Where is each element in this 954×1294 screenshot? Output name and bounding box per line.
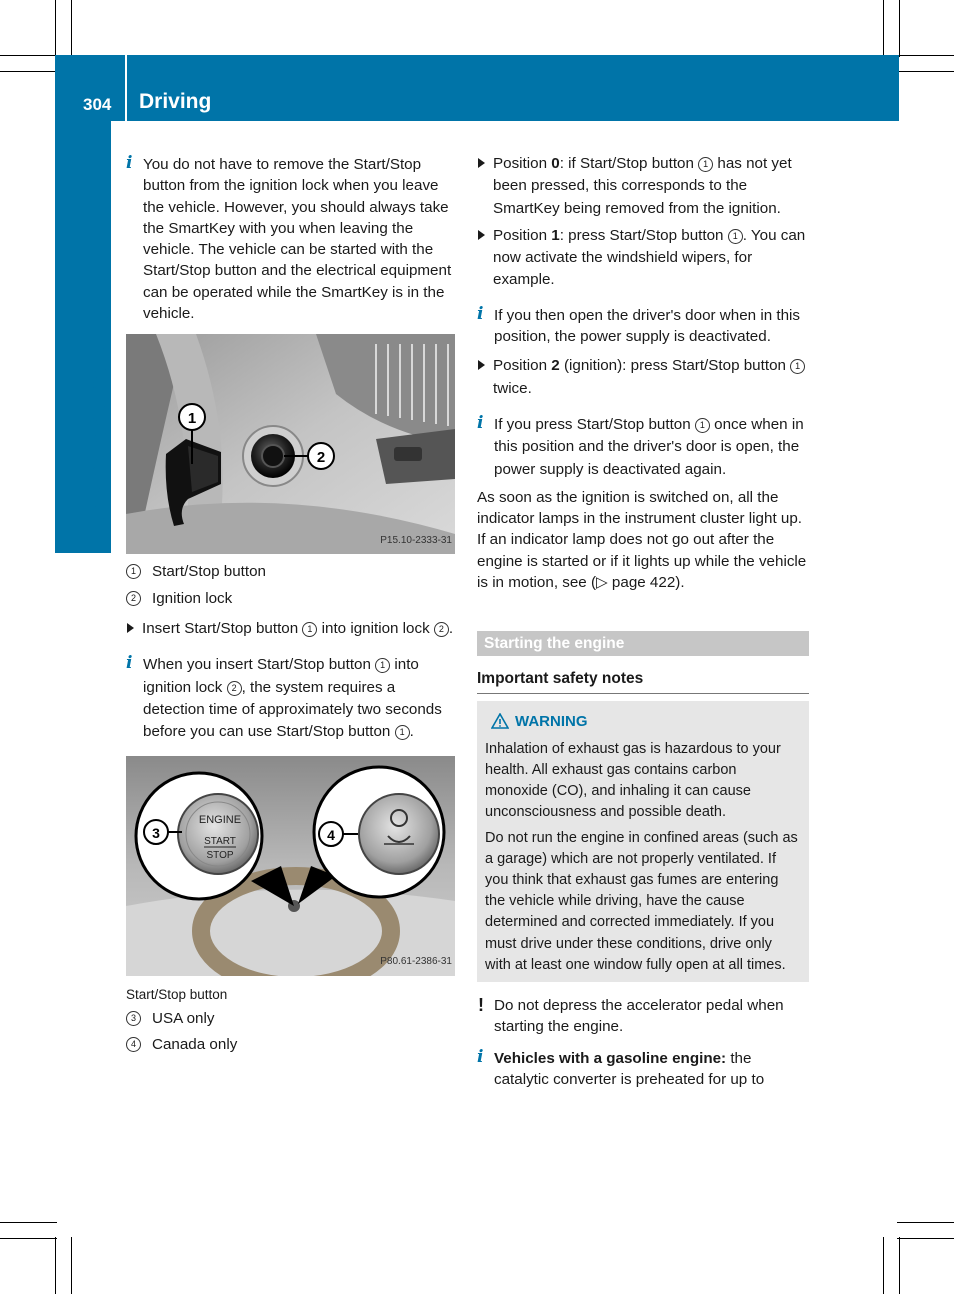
page-reference-link[interactable]: ▷ page 422 [596, 574, 676, 592]
legend-list [126, 1008, 458, 1056]
stop-label: STOP [206, 849, 234, 861]
legend-list [126, 561, 458, 609]
warning-triangle-icon [491, 713, 509, 735]
info-note: i If you press Start/Stop button 1 once when in this position and the driver's door is open, the power supply is deactivated again. [477, 412, 804, 478]
legend-item: 1 Start/Stop button [126, 561, 458, 582]
ignition-lock-image [126, 334, 455, 554]
crop-mark [899, 0, 900, 57]
right-column [477, 153, 809, 1090]
crop-mark [897, 55, 954, 56]
section-heading: Starting the engine [477, 631, 809, 656]
image-caption: Start/Stop button [126, 986, 228, 1002]
start-label: START [204, 835, 236, 847]
warning-text: Do not run the engine in confined areas (such as a garage) which are not properly ventilated. If you think that exhaust gas fumes are entering the vehicle while driving, have the cause determined and corrected immediately. If you must drive under these conditions, drive only with at least one window fully open at all times. [485, 829, 798, 973]
crop-mark [897, 1222, 954, 1223]
image-code: P80.61-2386-31 [380, 956, 452, 968]
start-stop-illustration [126, 756, 455, 976]
subsection-heading: Important safety notes [477, 668, 809, 693]
callout-2: 2 [316, 449, 326, 467]
info-note: i If you then open the driver's door when in this position, the power supply is deactivated. [477, 303, 800, 346]
crop-mark [71, 1237, 72, 1294]
crop-mark [55, 0, 56, 57]
instruction-step: Position 2 (ignition): press Start/Stop button 1 twice. [477, 355, 809, 400]
arrow-icon [478, 230, 485, 240]
start-stop-button-image [126, 756, 455, 976]
arrow-icon [127, 623, 134, 633]
info-icon: i [126, 153, 133, 173]
left-column [126, 153, 458, 1056]
ignition-lock-illustration [126, 334, 455, 554]
page-title: Driving [139, 90, 212, 113]
crop-mark [883, 0, 884, 57]
instruction-step: Insert Start/Stop button 1 into ignition lock 2 . [126, 618, 458, 641]
callout-3: 3 [152, 824, 160, 841]
exclamation-icon: ! [478, 995, 484, 1016]
legend-item: 3 USA only [126, 1008, 458, 1029]
info-note [126, 154, 458, 324]
header-divider [125, 55, 127, 121]
info-icon: i [126, 653, 133, 674]
legend-item: 2 Ignition lock [126, 588, 458, 609]
crop-mark [71, 0, 72, 57]
instruction-step: Position 0: if Start/Stop button 1 has not yet been pressed, this corresponds to the SmartKey being removed from the ignition. [477, 153, 809, 220]
crop-mark [897, 71, 954, 72]
instruction-step: Position 1: press Start/Stop button 1 . You can now activate the windshield wipers, for example. [477, 225, 809, 292]
info-icon: i [477, 1046, 484, 1067]
info-icon: i [477, 412, 484, 433]
caution-note: ! Do not depress the accelerator pedal when starting the engine. [478, 995, 784, 1036]
crop-mark [897, 1238, 954, 1239]
page-number: 304 [83, 95, 112, 114]
warning-heading: WARNING [485, 711, 801, 735]
arrow-icon [478, 158, 485, 168]
sidebar-chapter-label: Driving and parking [85, 307, 112, 533]
info-icon: i [477, 303, 484, 324]
warning-text: Inhalation of exhaust gas is hazardous to your health. All exhaust gas contains carbon monoxide (CO), and inhaling it can cause unconsciousness and possible death. [485, 740, 781, 821]
body-paragraph: As soon as the ignition is switched on, all the indicator lamps in the instrument cluster light up. If an indicator lamp does not go out after the engine is started or if it lights up while the vehicle is in motion, see (▷ page 422). [477, 488, 807, 592]
info-note: i When you insert Start/Stop button 1 into ignition lock 2 , the system requires a detection time of approximately two seconds before you can use Start/Stop button 1 . [126, 653, 442, 741]
crop-mark [899, 1237, 900, 1294]
callout-4: 4 [327, 826, 335, 843]
info-note: i Vehicles with a gasoline engine: the catalytic converter is preheated for up to [477, 1046, 765, 1088]
info-text: You do not have to remove the Start/Stop button from the ignition lock when you leave the vehicle. However, you should always take the SmartKey with you when leaving the vehicle. The vehicle can be started with the Start/Stop button and the electrical equipment can be operated while the SmartKey is in the vehicle. [143, 156, 452, 323]
crop-mark [0, 1238, 57, 1239]
crop-mark [0, 1222, 57, 1223]
crop-mark [883, 1237, 884, 1294]
arrow-icon [478, 360, 485, 370]
engine-label: ENGINE [198, 813, 242, 826]
crop-mark [55, 1237, 56, 1294]
warning-box [477, 701, 809, 982]
crop-mark [0, 55, 57, 56]
crop-mark [0, 71, 57, 72]
image-code: P15.10-2333-31 [380, 535, 452, 547]
page-header [55, 55, 899, 121]
legend-item: 4 Canada only [126, 1034, 458, 1055]
callout-1: 1 [187, 410, 197, 428]
